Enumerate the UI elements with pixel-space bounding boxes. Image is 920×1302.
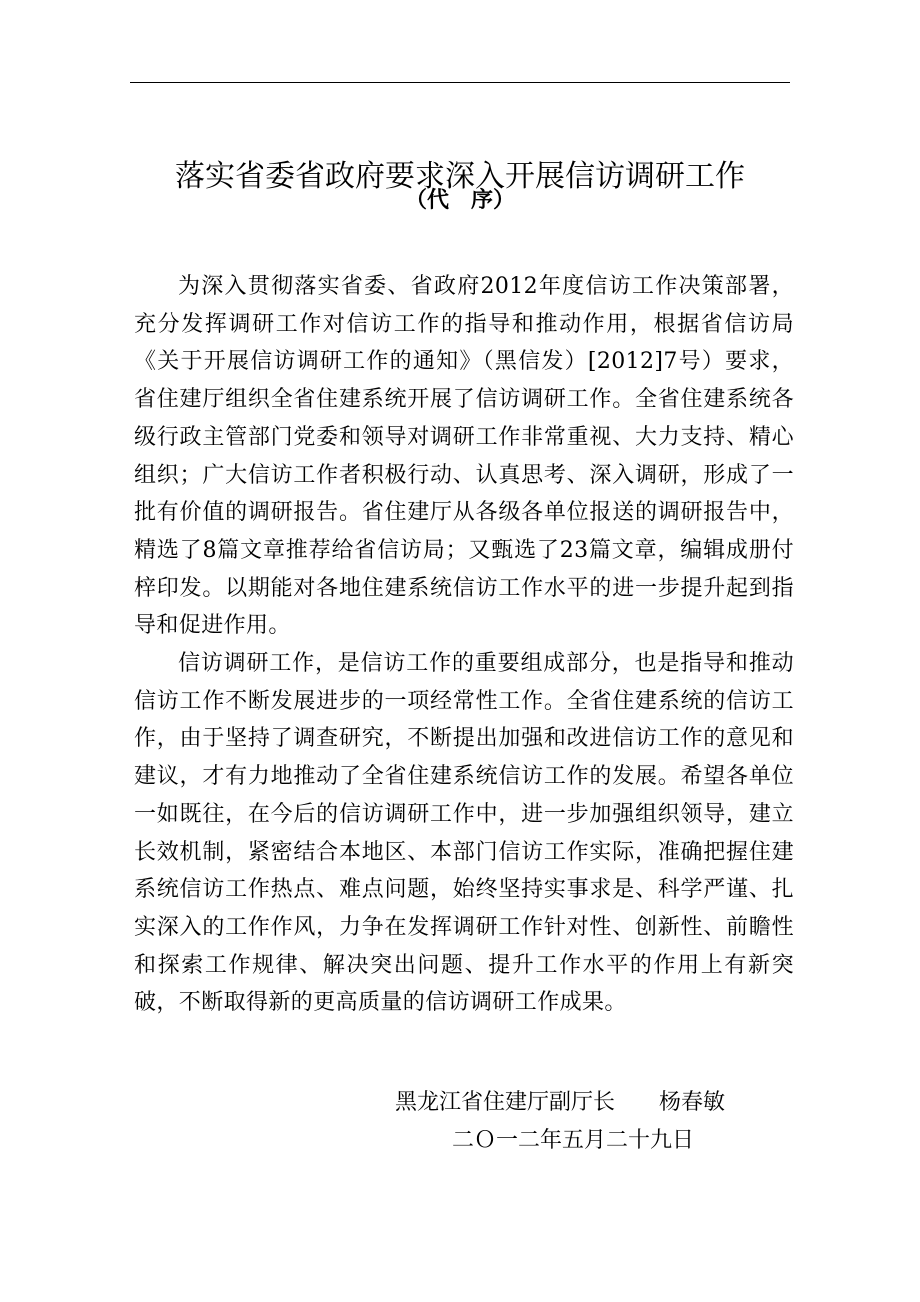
date-line: 二Ｏ一二年五月二十九日 — [452, 1128, 695, 1153]
body-text — [134, 268, 794, 1022]
signature-line: 黑龙江省住建厅副厅长 杨春敏 — [395, 1090, 726, 1115]
paragraph: 信访调研工作，是信访工作的重要组成部分，也是指导和推动信访工作不断发展进步的一项经常性工作。全省住建系统的信访工作，由于坚持了调查研究，不断提出加强和改进信访工作的意见和建议，才有力地推动了全省住建系统信访工作的发展。希望各单位一如既往，在今后的信访调研工作中，进一步加强组织领导，建立长效机制，紧密结合本地区、本部门信访工作实际，准确把握住建系统信访工作热点、难点问题，始终坚持实事求是、科学严谨、扎实深入的工作作风，力争在发挥调研工作针对性、创新性、前瞻性和探索工作规律、解决突出问题、提升工作水平的作用上有新突破，不断取得新的更高质量的信访调研工作成果。 — [134, 651, 794, 1016]
paragraph: 为深入贯彻落实省委、省政府2012年度信访工作决策部署，充分发挥调研工作对信访工作的指导和推动作用，根据省信访局《关于开展信访调研工作的通知》（黑信发）[2012]7号）要求，省住建厅组织全省住建系统开展了信访调研工作。全省住建系统各级行政主管部门党委和领导对调研工作非常重视、大力支持、精心组织；广大信访工作者积极行动、认真思考、深入调研，形成了一批有价值的调研报告。省住建厅从各级各单位报送的调研报告中，精选了8篇文章推荐给省信访局；又甄选了23篇文章，编辑成册付梓印发。以期能对各地住建系统信访工作水平的进一步提升起到指导和促进作用。 — [134, 274, 794, 639]
top-divider — [130, 82, 790, 83]
page-title: 落实省委省政府要求深入开展信访调研工作 — [175, 159, 745, 195]
page-subtitle: （代 序） — [404, 188, 515, 213]
